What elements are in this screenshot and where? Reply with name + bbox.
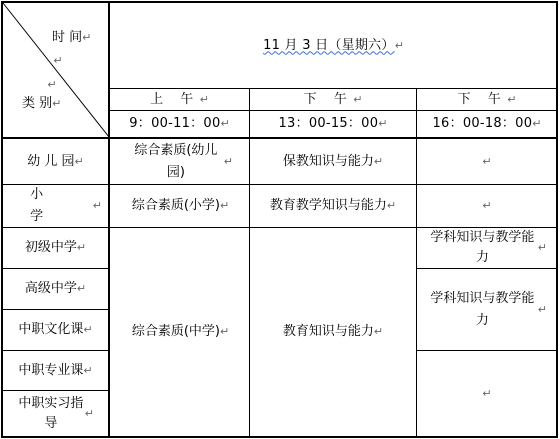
kindergarten-afternoon-subject [250,139,416,184]
row-voc-culture [3,310,108,350]
row-voc-practice [3,391,108,436]
period-time-2-text: 13：00-15：00 [278,116,379,131]
paragraph-mark: ↵ [373,325,384,338]
paragraph-mark: ↵ [83,363,93,377]
paragraph-mark: ↵ [507,92,517,106]
period-label-3-text: 下 午 [457,91,508,107]
junior-evening-text: 学科知识与教学能力 [430,230,535,265]
paragraph-mark: ↵ [84,406,94,420]
paragraph-mark: ↵ [532,117,542,130]
period-time-1-text: 9：00-11：00 [129,116,221,131]
corner-time-label [52,26,112,50]
middle-morning-subject [112,228,249,436]
paragraph-mark: ↵ [394,38,404,52]
paragraph-mark: ↵ [83,323,93,336]
row-primary-text: 小 学 [30,187,72,224]
senior-evening-subject [417,269,557,350]
vocational-evening-empty [417,351,557,436]
period-label-2-text: 下 午 [303,91,354,107]
paragraph-mark: ↵ [219,325,230,338]
row-kindergarten-text: 幼 儿 园 [27,153,75,169]
primary-morning-text: 综合素质(小学) [131,198,220,213]
paragraph-mark: ↵ [482,386,492,400]
period-time-3-text: 16：00-18：00 [432,116,533,131]
period-label-3 [417,89,557,110]
frame-bottom [1,436,558,438]
corner-category-label [22,92,92,116]
paragraph-mark: ↵ [386,199,397,212]
row-primary [3,185,108,227]
primary-evening-empty [417,185,557,227]
paragraph-mark: ↵ [373,154,384,168]
row-voc-practice-text: 中职实习指导 [18,395,84,431]
paragraph-mark: ↵ [92,199,102,212]
exam-date-text: 11 月 3 日（星期六） [263,37,395,53]
row-senior-middle [3,269,108,309]
period-time-2 [250,111,416,137]
paragraph-mark: ↵ [52,97,62,110]
senior-evening-text: 学科知识与教学能力 [430,290,535,328]
primary-morning-subject [112,185,249,227]
kindergarten-morning-subject [112,139,249,184]
paragraph-mark: ↵ [76,282,87,295]
paragraph-mark: ↵ [74,154,84,168]
paragraph-mark: ↵ [537,241,547,254]
middle-afternoon-text: 教育知识与能力 [282,324,374,339]
middle-morning-text: 综合素质(中学) [131,324,220,339]
middle-afternoon-subject [250,228,416,436]
paragraph-mark: ↵ [199,92,209,106]
period-label-1-text: 上 午 [150,91,200,107]
paragraph-mark: ↵ [76,241,87,254]
paragraph-mark: ↵ [47,78,57,91]
paragraph-mark: ↵ [53,54,63,67]
paragraph-mark: ↵ [482,154,492,168]
primary-afternoon-subject [250,185,416,227]
corner-blank-mark-1 [50,52,66,70]
paragraph-mark: ↵ [482,199,492,212]
kindergarten-afternoon-text: 保教知识与能力 [282,153,374,169]
paragraph-mark: ↵ [378,117,388,130]
junior-evening-subject [417,228,557,268]
row-senior-middle-text: 高级中学 [24,281,77,296]
paragraph-mark: ↵ [219,199,230,212]
period-label-2 [250,89,416,110]
corner-category-text: 类 别 [22,96,53,111]
paragraph-mark: ↵ [82,31,92,44]
row-voc-culture-text: 中职文化课 [18,322,84,337]
period-label-1 [110,89,249,110]
primary-afternoon-text: 教育教学知识与能力 [269,198,387,213]
row-voc-specialty-text: 中职专业课 [18,362,84,378]
kindergarten-morning-text: 综合素质(幼儿园) [134,142,218,180]
kindergarten-evening-empty [417,139,557,184]
period-time-1 [110,111,249,137]
paragraph-mark: ↵ [223,154,233,168]
row-junior-middle-text: 初级中学 [24,240,77,255]
row-junior-middle [3,228,108,268]
period-time-3 [417,111,557,137]
corner-time-text: 时 间 [52,30,83,45]
row-voc-specialty [3,351,108,390]
paragraph-mark: ↵ [353,92,363,106]
paragraph-mark: ↵ [220,117,230,130]
paragraph-mark: ↵ [537,302,547,316]
row-kindergarten [3,139,108,184]
exam-date [110,3,557,88]
